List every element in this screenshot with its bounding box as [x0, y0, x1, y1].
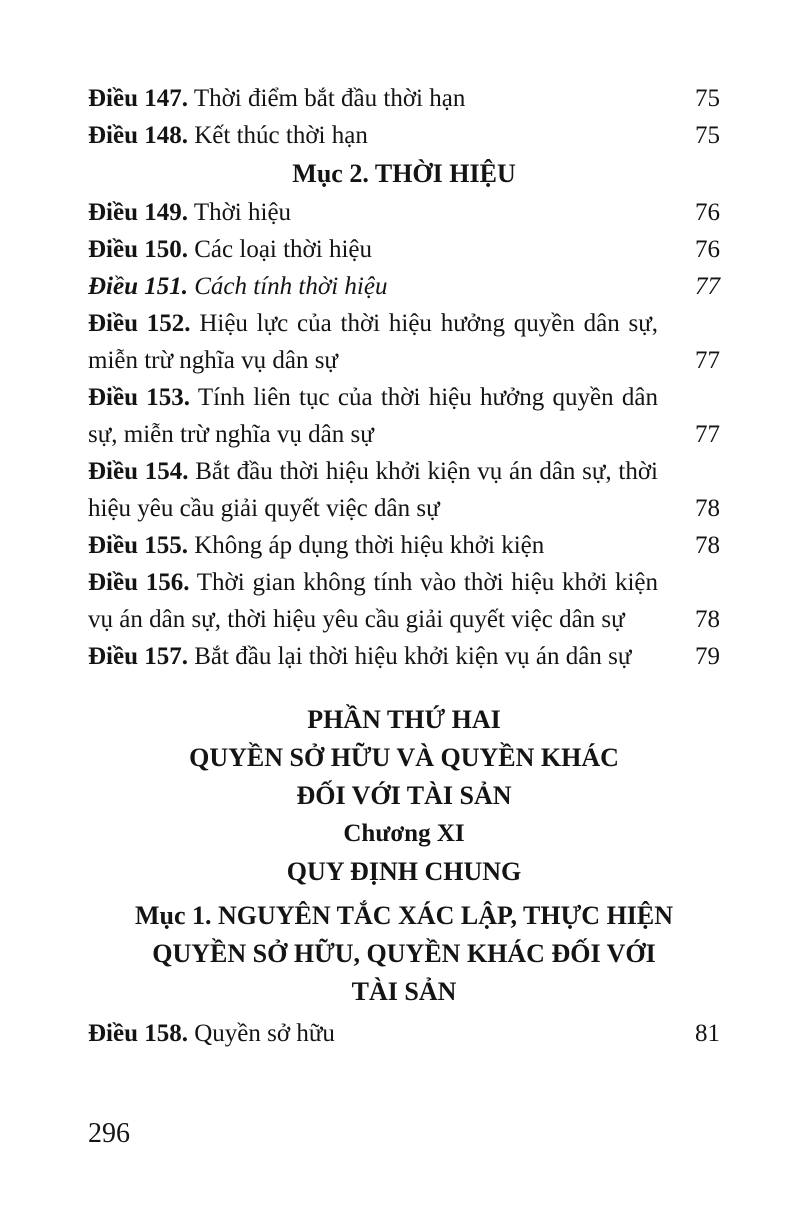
toc-entry[interactable] — [88, 638, 720, 675]
article-title: Hiệu lực của thời hiệu hưởng quyền dân sự, miễn trừ nghĩa vụ dân sự — [88, 310, 659, 374]
toc-entry-text — [88, 379, 658, 453]
article-title: Quyền sở hữu — [194, 1020, 335, 1047]
toc-entry-text — [88, 1015, 670, 1052]
page-number: 79 — [695, 643, 720, 670]
toc-entry-text — [88, 268, 670, 305]
article-title: Kết thúc thời hạn — [194, 122, 368, 149]
article-number: Điều 157. — [88, 643, 188, 670]
toc-entry-text — [88, 80, 670, 117]
page-number: 77 — [695, 421, 720, 448]
toc-entry[interactable] — [88, 527, 720, 564]
page-number: 77 — [695, 273, 720, 300]
toc-entry-text — [88, 638, 658, 675]
section-heading: Mục 2. THỜI HIỆU — [292, 159, 516, 188]
article-number: Điều 147. — [88, 85, 188, 112]
part-heading-block — [88, 701, 720, 1011]
toc-entry-text — [88, 564, 658, 638]
page-number: 81 — [695, 1020, 720, 1047]
article-title: Tính liên tục của thời hiệu hưởng quyền dân sự, miễn trừ nghĩa vụ dân sự — [88, 384, 658, 448]
article-number: Điều 149. — [88, 199, 188, 226]
article-title: Thời gian không tính vào thời hiệu khởi kiện vụ án dân sự, thời hiệu yêu cầu giải quyết việc dân sự — [88, 569, 658, 633]
part-heading: PHẦN THỨ HAI — [307, 705, 501, 734]
article-title: Bắt đầu lại thời hiệu khởi kiện vụ án dân sự — [194, 643, 632, 670]
toc-entry[interactable] — [88, 231, 720, 268]
page-number: 76 — [695, 199, 720, 226]
article-number: Điều 152. — [88, 310, 191, 337]
article-number: Điều 150. — [88, 236, 188, 263]
part-title-line-1: QUYỀN SỞ HỮU VÀ QUYỀN KHÁC — [189, 743, 619, 772]
article-title: Cách tính thời hiệu — [194, 273, 388, 300]
article-number: Điều 155. — [88, 532, 188, 559]
toc-entry[interactable] — [88, 564, 720, 638]
toc-entry-text — [88, 527, 670, 564]
toc-entry[interactable] — [88, 268, 720, 305]
chapter-title: QUY ĐỊNH CHUNG — [286, 857, 522, 886]
article-title: Không áp dụng thời hiệu khởi kiện — [194, 532, 545, 559]
article-title: Bắt đầu thời hiệu khởi kiện vụ án dân sự, thời hiệu yêu cầu giải quyết việc dân sự — [88, 458, 659, 522]
section-heading-line-2: QUYỀN SỞ HỮU, QUYỀN KHÁC ĐỐI VỚI — [152, 939, 656, 968]
toc-entry-text — [88, 117, 670, 154]
article-number: Điều 158. — [88, 1020, 188, 1047]
article-number: Điều 154. — [88, 458, 189, 485]
article-number: Điều 153. — [88, 384, 191, 411]
article-number: Điều 151. — [88, 273, 188, 300]
part-title-line-2: ĐỐI VỚI TÀI SẢN — [296, 781, 512, 810]
section-heading-line-1: Mục 1. NGUYÊN TẮC XÁC LẬP, THỰC HIỆN — [134, 901, 674, 930]
toc-entry[interactable] — [88, 305, 720, 379]
page-number: 75 — [695, 85, 720, 112]
toc-entry[interactable] — [88, 1015, 720, 1052]
toc-entry[interactable] — [88, 453, 720, 527]
page-number: 77 — [695, 347, 720, 374]
page-number: 78 — [695, 495, 720, 522]
toc-entry-text — [88, 194, 670, 231]
page-folio: 296 — [88, 1118, 130, 1149]
page-number: 78 — [695, 606, 720, 633]
toc-entry[interactable] — [88, 194, 720, 231]
page-number: 76 — [695, 236, 720, 263]
article-title: Thời hiệu — [193, 199, 292, 226]
article-number: Điều 156. — [88, 569, 190, 596]
chapter-heading: Chương XI — [343, 820, 465, 847]
article-title: Thời điểm bắt đầu thời hạn — [193, 85, 466, 112]
toc-entry[interactable] — [88, 379, 720, 453]
page-number: 78 — [695, 532, 720, 559]
toc-entry[interactable] — [88, 117, 720, 154]
toc-entry-text — [88, 231, 670, 268]
article-number: Điều 148. — [88, 122, 188, 149]
section-heading-line-3: TÀI SẢN — [351, 977, 457, 1006]
article-title: Các loại thời hiệu — [194, 236, 373, 263]
page-number: 75 — [695, 122, 720, 149]
toc-entry-text — [88, 453, 658, 527]
toc-entry[interactable] — [88, 80, 720, 117]
toc-entry-text — [88, 305, 658, 379]
table-of-contents — [88, 80, 720, 1052]
